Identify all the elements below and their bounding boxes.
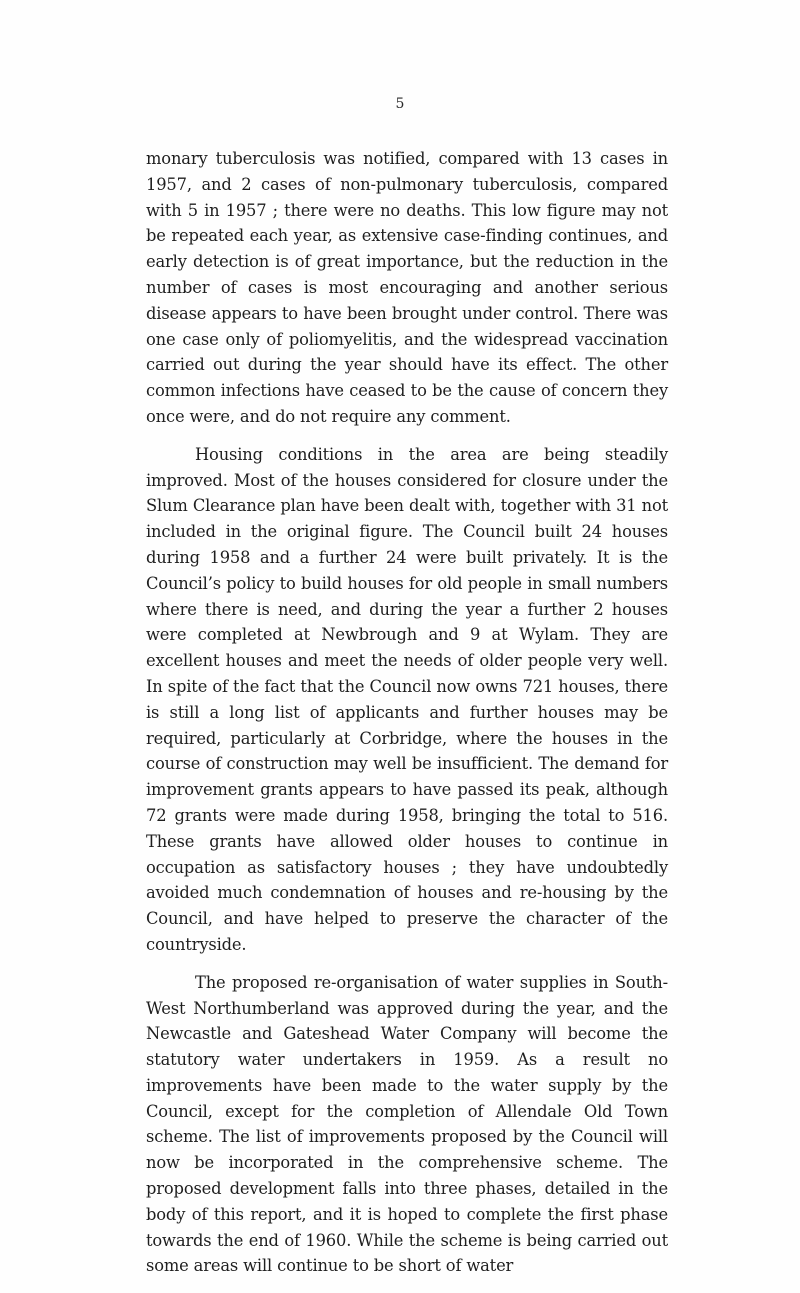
paragraph-water-supplies: The proposed re-organisation of water supplies in South-West Northumberland was approved during the year, and the Newcastle and Gateshead Water Company will become the statutory water undertakers in 1959. As a result no improvements have been made to the water supply by the Council, except for the completion of Allendale Old Town scheme. The list of improvements proposed by the Council will now be incorporated in the comprehensive scheme. The proposed development falls into three phases, detailed in the body of this report, and it is hoped to complete the first phase towards the end of 1960. While the scheme is being carried out some areas will continue to be short of water <box>146 972 668 1276</box>
paragraph-tuberculosis: monary tuberculosis was notified, compared with 13 cases in 1957, and 2 cases of non-pulmonary tuberculosis, compared with 5 in 1957 ; there were no deaths. This low figure may not be repeated each year, as extensive case-finding continues, and early detection is of great importance, but the reduction in the number of cases is most encouraging and another serious disease appears to have been brought under control. There was one case only of poliomyelitis, and the widespread vaccination carried out during the year should have its effect. The other common infections have ceased to be the cause of concern they once were, and do not require any comment. <box>146 149 668 426</box>
document-body <box>146 146 668 1279</box>
paragraph-housing: Housing conditions in the area are being steadily improved. Most of the houses considered for closure under the Slum Clearance plan have been dealt with, together with 31 not included in the original figure. The Council built 24 houses during 1958 and a further 24 were built privately. It is the Council’s policy to build houses for old people in small numbers where there is need, and during the year a further 2 houses were completed at Newbrough and 9 at Wylam. They are excellent houses and meet the needs of older people very well. In spite of the fact that the Council now owns 721 houses, there is still a long list of applicants and further houses may be required, particularly at Corbridge, where the houses in the course of construction may well be insufficient. The demand for improvement grants appears to have passed its peak, although 72 grants were made during 1958, bringing the total to 516. These grants have allowed older houses to continue in occupation as satisfactory houses ; they have undoubtedly avoided much condemnation of houses and re-housing by the Council, and have helped to preserve the character of the countryside. <box>146 444 668 954</box>
page-number: 5 <box>395 96 405 112</box>
